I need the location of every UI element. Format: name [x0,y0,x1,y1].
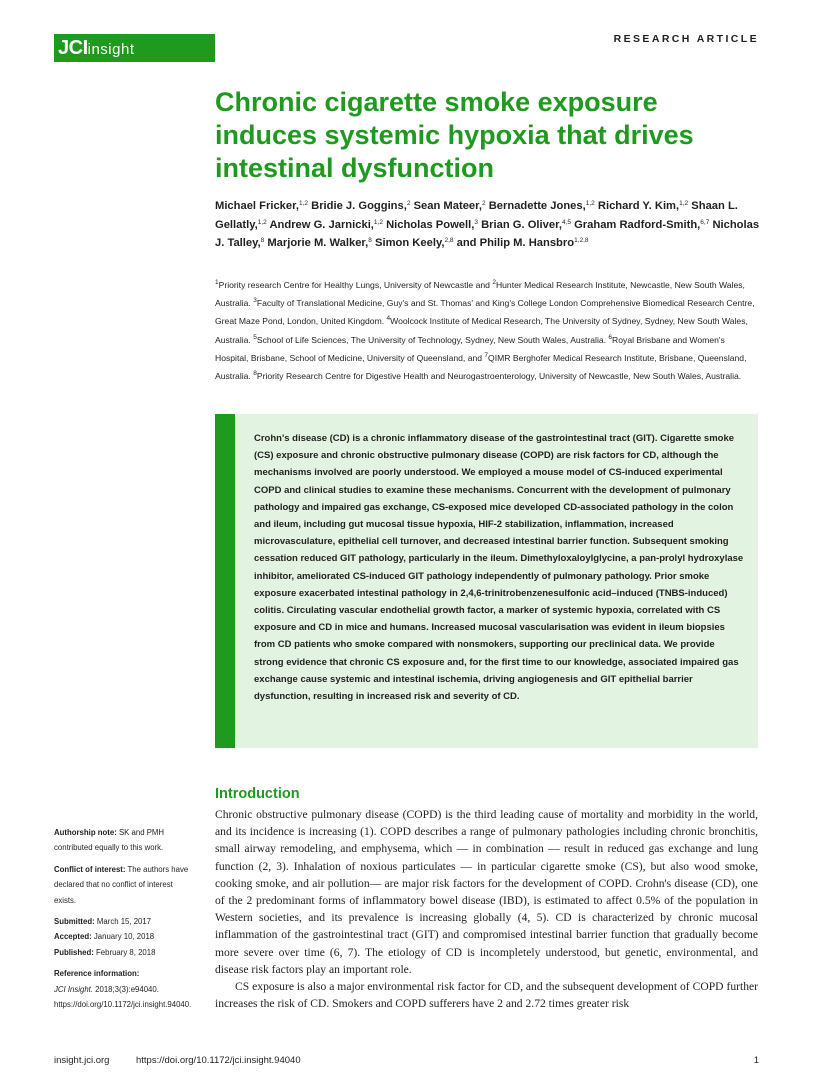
published-date: Published: February 8, 2018 [54,947,156,957]
introduction-body [215,806,758,1012]
author-name: Richard Y. Kim, [597,200,680,212]
author-affiliation-sup: 8 [368,237,372,244]
affiliation-text: School of Life Sciences, The University of Technology, Sydney, New South Wales, Australia. [256,334,609,345]
author-affiliation-sup: 1,2 [298,200,308,207]
affiliation-text: Priority Research Centre for Digestive Health and Neurogastroenterology, University of Newcastle, New South Wales, Australia. [256,371,742,382]
affiliation-sup: 2 [492,279,496,286]
author-name: Sean Mateer, [413,200,482,212]
author-name: Nicholas Powell, [386,218,475,231]
affiliation-text: QIMR Berghofer Medical Research Institute, Brisbane, Queensland, Australia. [215,352,747,382]
author-affiliation-sup: 1,2 [373,218,383,226]
author-name: Brian G. Oliver, [481,218,562,231]
affiliation-sup: 6 [608,333,613,341]
author-name: Marjorie M. Walker, [267,237,369,249]
reference-information: Reference information: JCI Insight. 2018;3(3):e94040. https://doi.org/10.1172/jci.insight.94040. [54,969,192,1010]
abstract-text: Crohn's disease (CD) is a chronic inflammatory disease of the gastrointestinal tract (GIT). Cigarette smoke (CS) exposure and chronic obstructive pulmonary disease (COPD) are risk factors for CD, although the mechanisms involved are poorly understood. We employed a mouse model of CS-induced experimental COPD and clinical studies to examine these mechanisms. Concurrent with the development of pulmonary pathology and impaired gas exchange, CS-exposed mice developed CD-associated pathology in the colon and ileum, including gut mucosal tissue hypoxia, HIF-2 stabilization, inflammation, increased microvasculature, epithelial cell turnover, and decreased intestinal barrier function. Subsequent smoking cessation reduced GIT pathology, particularly in the ileum. Dimethyloxaloylglycine, a pan-prolyl hydroxylase inhibitor, ameliorated CS-induced GIT pathology independently of pulmonary pathology. Prior smoke exposure exacerbated intestinal pathology in 2,4,6-trinitrobenzenesulfonic acid–induced (TNBS-induced) colitis. Circulating vascular endothelial growth factor, a marker of systemic hypoxia, correlated with CS exposure and CD in mice and humans. Increased mucosal vascularisation was evident in ileum biopsies from CD patients who smoke compared with nonsmokers, supporting our preclinical data. We provide strong evidence that chronic CS exposure and, for the first time to our knowledge, associated impaired gas exchange cause systemic and intestinal ischemia, driving angiogenesis and GIT epithelial barrier dysfunction, resulting in increased risk and severity of CD. [254,433,744,703]
affiliation-sup: 5 [253,333,257,341]
footer-doi-link[interactable]: https://doi.org/10.1172/jci.insight.94040 [136,1055,301,1066]
article-type: RESEARCH ARTICLE [613,33,759,45]
affiliation-sup: 1 [215,279,219,286]
intro-paragraph: CS exposure is also a major environmental risk factor for CD, and the subsequent development of COPD further increases the risk of CD. Smokers and COPD sufferers have 2 and 2.72 times greater risk [215,980,758,1011]
author-affiliation-sup: 8 [260,237,265,244]
author-list [215,197,765,253]
journal-logo [54,34,215,62]
footer-site-link[interactable]: insight.jci.org [54,1055,110,1066]
dates [54,914,194,960]
affiliation-sup: 3 [253,297,257,305]
author-affiliation-sup: 2 [406,200,411,207]
abstract-box [215,414,758,748]
affiliation-text: Priority research Centre for Healthy Lungs, University of Newcastle and [218,280,493,290]
author-name: Simon Keely, [375,237,445,249]
article-title: Chronic cigarette smoke exposure induces systemic hypoxia that drives intestinal dysfunction [215,87,694,183]
author-affiliation-sup: 6,7 [700,218,710,226]
author-name: Andrew G. Jarnicki, [269,218,374,231]
author-affiliation-sup: 1,2 [585,200,595,207]
logo-jci: JCI [58,37,88,59]
submitted-date: Submitted: March 15, 2017 [54,917,152,927]
author-affiliation-sup: 2,8 [444,237,454,244]
author-name: Michael Fricker, [215,200,299,212]
author-affiliation-sup: 1,2,8 [574,237,589,244]
intro-paragraph: Chronic obstructive pulmonary disease (COPD) is the third leading cause of mortality and morbidity in the world, and its incidence is increasing (1). COPD describes a range of pulmonary pathologies including chronic bronchitis, small airway remodeling, and emphysema, which — in combination — result in reduced gas exchange and lung function (2, 3). Inhalation of noxious particulates — in particular cigarette smoke (CS), but also wood smoke, cooking smoke, and air pollution— are major risk factors for the development of COPD. Crohn's disease (CD), one of the 2 predominant forms of inflammatory bowel disease (IBD), is estimated to affect 0.5% of the population in Western societies, and its prevalence is increasing globally (4, 5). CD is characterized by chronic mucosal inflammation of the gastrointestinal tract (GIT) and compromised intestinal barrier function that gradually become more severe over time (6, 7). The etiology of CD is incompletely understood, but genetic, environmental, and disease risk factors play an important role. [215,808,758,976]
abstract-accent-bar [215,414,235,748]
introduction-heading: Introduction [215,786,300,802]
authorship-note: Authorship note: SK and PMH contributed equally to this work. [54,828,165,853]
page-number: 1 [753,1055,759,1066]
author-name: Bernadette Jones, [488,200,586,212]
author-affiliation-sup: 1,2 [679,200,689,207]
affiliation-text: Woolcock Institute of Medical Research, The University of Sydney, Sydney, New South Wales, Australia. [215,316,748,345]
author-affiliation-sup: 2 [481,200,486,207]
accepted-date: Accepted: January 10, 2018 [54,932,155,942]
author-name: Nicholas J. Talley, [215,218,760,249]
affiliation-sup: 4 [386,315,391,323]
affiliations [215,276,760,385]
article-sidebar [54,825,194,1018]
citation-link[interactable]: 2018;3(3):e94040. https://doi.org/10.1172/jci.insight.94040. [54,984,192,1010]
author-name: and Philip M. Hansbro [456,237,575,249]
author-affiliation-sup: 3 [474,218,478,226]
author-affiliation-sup: 4,5 [561,218,571,226]
logo-insight: insight [87,41,135,58]
affiliation-text: Faculty of Translational Medicine, Guy's and St. Thomas' and King's College London Comprehensive Biomedical Research Centre, Great Maze Pond, London, United Kingdom. [215,298,755,327]
author-name: Shaan L. Gellatly, [215,200,738,231]
author-affiliation-sup: 1,2 [257,218,267,226]
author-name: Graham Radford-Smith, [574,218,701,231]
affiliation-sup: 7 [484,351,489,359]
affiliation-text: Hunter Medical Research Institute, Newcastle, New South Wales, Australia. [215,280,745,309]
conflict-of-interest: Conflict of interest: The authors have declared that no conflict of interest exists. [54,864,189,905]
affiliation-text: Royal Brisbane and Women's Hospital, Brisbane, School of Medicine, University of Queensland, and [215,334,725,363]
affiliation-sup: 8 [253,370,257,378]
author-name: Bridie J. Goggins, [311,200,407,212]
